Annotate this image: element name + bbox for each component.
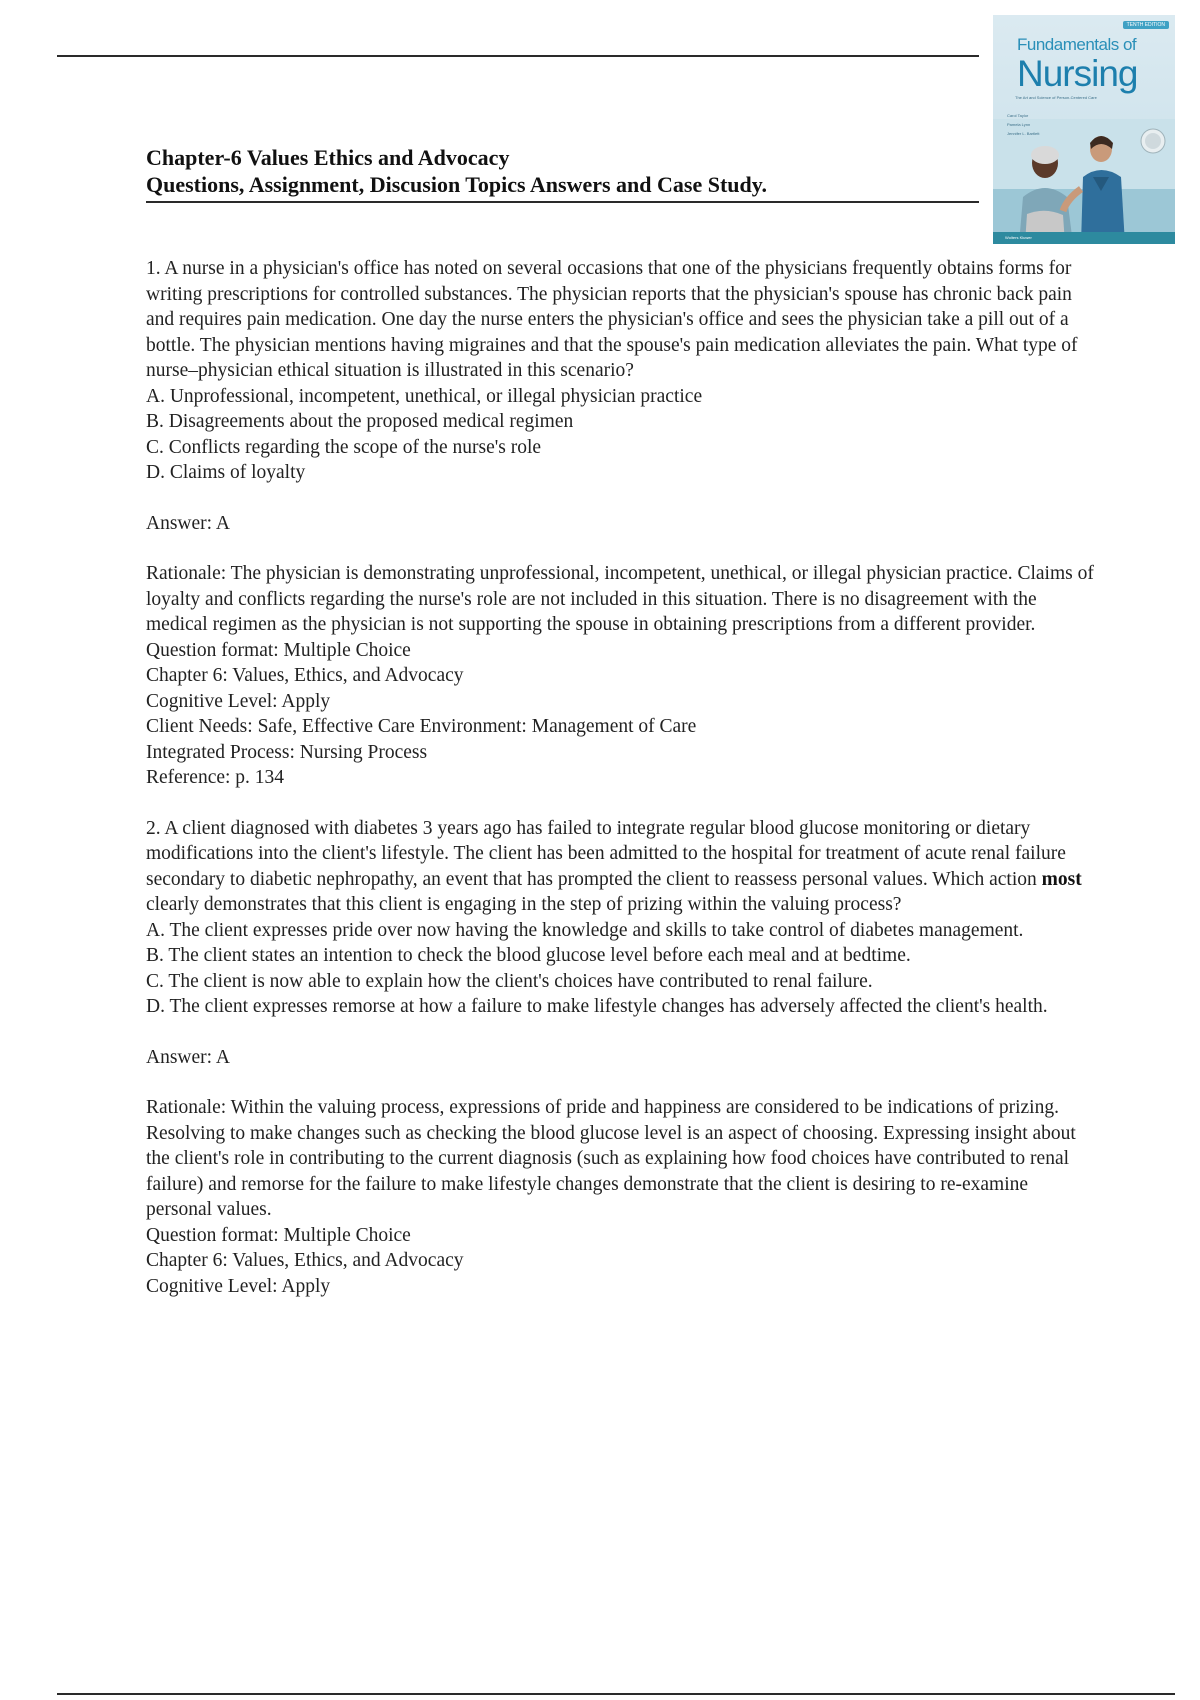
question-2-rationale: Rationale: Within the valuing process, expressions of pride and happiness are considered to be indications of prizing. Resolving to make changes such as checking the blood glucose level is an aspect of choosing. Expressing insight about the client's role in contributing to the current diagnosis (such as explaining how food choices have contributed to renal failure) and remorse for the failure to make lifestyle changes demonstrate that the client is desiring to re-examine personal values. (146, 1097, 1076, 1220)
question-1-option-b: B. Disagreements about the proposed medical regimen (146, 411, 574, 432)
cover-title-line-1: Fundamentals of (1017, 35, 1137, 54)
question-1-stem: 1. A nurse in a physician's office has noted on several occasions that one of the physicians frequently obtains forms for writing prescriptions for controlled substances. The physician reports that the physician's spouse has chronic back pain and requires pain medication. One day the nurse enters the physician's office and sees the physician take a pill out of a bottle. The physician mentions having migraines and that the spouse's pain medication alleviates the pain. What type of nurse–physician ethical situation is illustrated in this scenario? (146, 258, 1078, 381)
cover-publisher: Wolters Kluwer (1005, 235, 1032, 240)
book-cover-image (993, 15, 1175, 244)
question-2-option-d: D. The client expresses remorse at how a failure to make lifestyle changes has adversely affected the client's health. (146, 996, 1048, 1017)
question-2-meta-format: Question format: Multiple Choice (146, 1224, 411, 1246)
question-1-meta-chapter: Chapter 6: Values, Ethics, and Advocacy (146, 665, 464, 686)
question-2-option-a: A. The client expresses pride over now having the knowledge and skills to take control of diabetes management. (146, 919, 1024, 941)
title-line-2: Questions, Assignment, Discusion Topics Answers and Case Study. (146, 172, 768, 197)
question-1-meta-client-needs: Client Needs: Safe, Effective Care Environment: Management of Care (146, 716, 697, 737)
title-line-1: Chapter-6 Values Ethics and Advocacy (146, 145, 510, 170)
question-1-option-a: A. Unprofessional, incompetent, unethical, or illegal physician practice (146, 385, 703, 407)
question-1-meta-cognitive: Cognitive Level: Apply (146, 690, 331, 712)
cover-subtitle: The Art and Science of Person-Centered Care (1015, 95, 1097, 100)
document-title (146, 144, 979, 203)
question-2-meta-cognitive: Cognitive Level: Apply (146, 1275, 331, 1297)
document-body (146, 256, 1096, 1299)
question-1-option-c: C. Conflicts regarding the scope of the nurse's role (146, 436, 542, 458)
cover-edition-badge: TENTH EDITION (1123, 21, 1169, 29)
question-2-stem: 2. A client diagnosed with diabetes 3 years ago has failed to integrate regular blood glucose monitoring or dietary modifications into the client's lifestyle. The client has been admitted to the hospital for treatment of acute renal failure secondary to diabetic nephropathy, an event that has prompted the client to reassess personal values. Which action most clearly demonstrates that this client is engaging in the step of prizing within the valuing process? (146, 817, 1082, 915)
question-2-meta-chapter: Chapter 6: Values, Ethics, and Advocacy (146, 1250, 464, 1271)
question-1-meta-format: Question format: Multiple Choice (146, 639, 411, 661)
top-rule (57, 55, 979, 57)
question-1-meta-process: Integrated Process: Nursing Process (146, 741, 428, 763)
question-2-option-c: C. The client is now able to explain how the client's choices have contributed to renal failure. (146, 970, 873, 992)
question-1-rationale: Rationale: The physician is demonstrating unprofessional, incompetent, unethical, or illegal physician practice. Claims of loyalty and conflicts regarding the nurse's role are not included in this situation. There is no disagreement with the medical regimen as the physician is not supporting the spouse in obtaining prescriptions from a different provider. (146, 563, 1094, 635)
cover-title-line-2: Nursing (1017, 53, 1138, 94)
cover-authors: Carol Taylor Pamela Lynn Jennifer L. Bartlett (1007, 113, 1040, 136)
question-1-answer: Answer: A (146, 512, 230, 534)
bottom-rule (57, 1693, 1175, 1695)
question-2-answer: Answer: A (146, 1046, 230, 1068)
question-2-option-b: B. The client states an intention to check the blood glucose level before each meal and at bedtime. (146, 945, 911, 966)
question-1-option-d: D. Claims of loyalty (146, 462, 306, 483)
question-1-meta-reference: Reference: p. 134 (146, 767, 285, 788)
emphasis-most: most (1041, 868, 1082, 890)
